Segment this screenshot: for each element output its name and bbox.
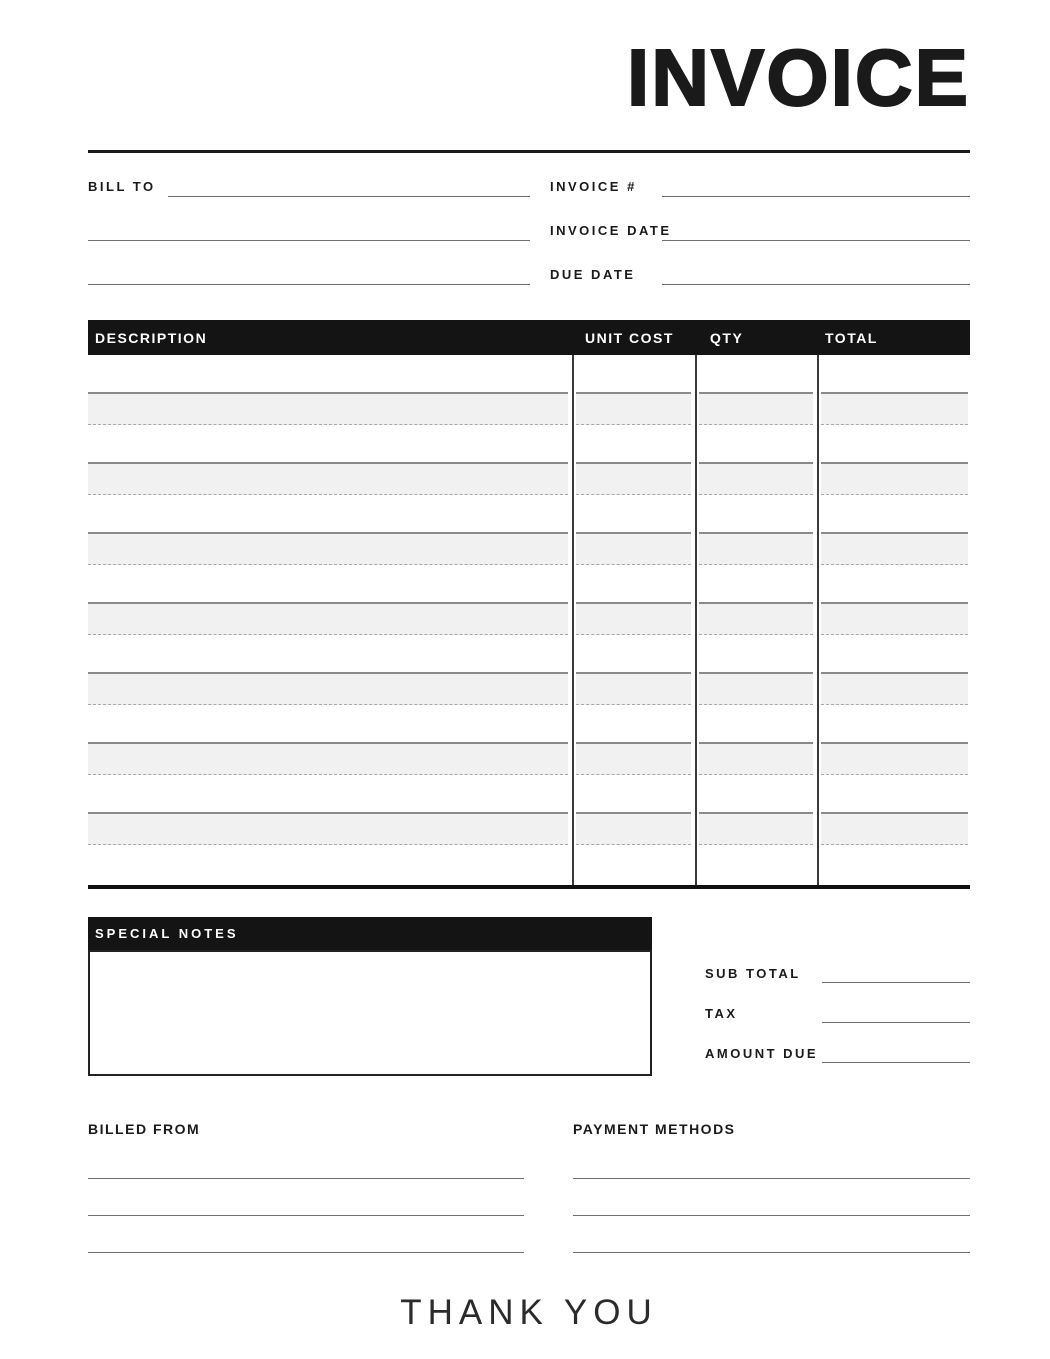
item-row: [88, 565, 970, 635]
billed-from-block: [88, 1121, 524, 1253]
due-date-field[interactable]: [662, 241, 970, 285]
payment-methods-field-1[interactable]: [573, 1142, 970, 1179]
bill-to-row: [88, 197, 530, 241]
column-header-total: TOTAL: [825, 329, 878, 346]
billed-from-field-1[interactable]: [88, 1142, 524, 1179]
item-description-field[interactable]: [88, 812, 568, 845]
item-description-field[interactable]: [88, 532, 568, 565]
item-qty-field[interactable]: [699, 602, 813, 635]
item-row-write-area[interactable]: [88, 775, 970, 812]
invoice-number-label: INVOICE #: [550, 179, 637, 194]
item-row-write-area[interactable]: [88, 635, 970, 672]
sub-total-label: SUB TOTAL: [705, 966, 801, 981]
items-table: [88, 320, 970, 889]
special-notes-header: SPECIAL NOTES: [88, 917, 652, 950]
sub-total-row: [705, 943, 970, 983]
item-qty-field[interactable]: [699, 392, 813, 425]
payment-methods-label: PAYMENT METHODS: [573, 1121, 736, 1137]
item-description-field[interactable]: [88, 602, 568, 635]
bill-to-field-2[interactable]: [88, 197, 530, 241]
item-unit-cost-field[interactable]: [576, 392, 691, 425]
item-rows: [88, 355, 970, 845]
bill-to-label: BILL TO: [88, 179, 156, 194]
totals-block: [705, 917, 970, 1076]
column-divider: [817, 355, 819, 885]
item-row-shaded-band: [88, 812, 970, 845]
item-row: [88, 355, 970, 425]
bill-to-row: [88, 241, 530, 285]
tax-row: [705, 983, 970, 1023]
item-total-field[interactable]: [821, 532, 968, 565]
item-row-write-area[interactable]: [88, 565, 970, 602]
column-header-unit-cost: UNIT COST: [585, 329, 674, 346]
item-row-write-area[interactable]: [88, 425, 970, 462]
sub-total-field[interactable]: [822, 943, 970, 983]
amount-due-field[interactable]: [822, 1023, 970, 1063]
invoice-number-field[interactable]: [662, 153, 970, 197]
item-description-field[interactable]: [88, 462, 568, 495]
column-header-qty: QTY: [710, 329, 744, 346]
tax-label: TAX: [705, 1006, 738, 1021]
payment-methods-lines: [573, 1142, 970, 1253]
item-row-write-area[interactable]: [88, 845, 970, 885]
bill-to-field-1[interactable]: [168, 153, 530, 197]
item-row: [88, 495, 970, 565]
payment-methods-block: [573, 1121, 970, 1253]
column-divider: [695, 355, 697, 885]
item-row-shaded-band: [88, 392, 970, 425]
item-row-shaded-band: [88, 462, 970, 495]
item-description-field[interactable]: [88, 672, 568, 705]
column-header-description: DESCRIPTION: [95, 329, 208, 346]
payment-methods-field-3[interactable]: [573, 1216, 970, 1253]
item-unit-cost-field[interactable]: [576, 602, 691, 635]
item-qty-field[interactable]: [699, 532, 813, 565]
item-row-shaded-band: [88, 742, 970, 775]
item-unit-cost-field[interactable]: [576, 462, 691, 495]
special-notes-field[interactable]: [88, 950, 652, 1076]
billed-from-label: BILLED FROM: [88, 1121, 201, 1137]
bill-to-row: [88, 153, 530, 197]
parties-section: [88, 1121, 970, 1253]
item-unit-cost-field[interactable]: [576, 532, 691, 565]
item-row-shaded-band: [88, 532, 970, 565]
page-title: INVOICE: [627, 33, 970, 122]
column-divider: [572, 355, 574, 885]
due-date-row: [550, 241, 970, 285]
item-description-field[interactable]: [88, 742, 568, 775]
item-total-field[interactable]: [821, 672, 968, 705]
item-unit-cost-field[interactable]: [576, 812, 691, 845]
special-notes-block: [88, 917, 652, 1076]
billed-from-field-3[interactable]: [88, 1216, 524, 1253]
amount-due-row: [705, 1023, 970, 1063]
item-row-write-area[interactable]: [88, 355, 970, 392]
item-row-write-area[interactable]: [88, 495, 970, 532]
due-date-label: DUE DATE: [550, 267, 636, 282]
item-row: [88, 425, 970, 495]
invoice-date-row: [550, 197, 970, 241]
invoice-date-label: INVOICE DATE: [550, 223, 672, 238]
item-description-field[interactable]: [88, 392, 568, 425]
item-row-shaded-band: [88, 602, 970, 635]
billed-from-lines: [88, 1142, 524, 1253]
amount-due-label: AMOUNT DUE: [705, 1046, 819, 1061]
item-qty-field[interactable]: [699, 742, 813, 775]
invoice-meta-section: [88, 153, 970, 285]
item-qty-field[interactable]: [699, 672, 813, 705]
tax-field[interactable]: [822, 983, 970, 1023]
notes-and-totals-section: [88, 917, 970, 1076]
item-unit-cost-field[interactable]: [576, 672, 691, 705]
items-table-body: [88, 355, 970, 889]
invoice-number-row: [550, 153, 970, 197]
item-row: [88, 635, 970, 705]
item-unit-cost-field[interactable]: [576, 742, 691, 775]
thank-you-message: THANK YOU: [400, 1293, 658, 1332]
item-total-field[interactable]: [821, 812, 968, 845]
item-row: [88, 775, 970, 845]
invoice-details-block: [550, 153, 970, 285]
bill-to-field-3[interactable]: [88, 241, 530, 285]
bill-to-block: [88, 153, 530, 285]
item-qty-field[interactable]: [699, 812, 813, 845]
items-table-header: [88, 320, 970, 355]
item-total-field[interactable]: [821, 742, 968, 775]
item-row-shaded-band: [88, 672, 970, 705]
item-total-field[interactable]: [821, 392, 968, 425]
invoice-date-field[interactable]: [662, 197, 970, 241]
item-row-write-area[interactable]: [88, 705, 970, 742]
payment-methods-field-2[interactable]: [573, 1179, 970, 1216]
item-qty-field[interactable]: [699, 462, 813, 495]
item-row: [88, 705, 970, 775]
item-total-field[interactable]: [821, 462, 968, 495]
billed-from-field-2[interactable]: [88, 1179, 524, 1216]
item-total-field[interactable]: [821, 602, 968, 635]
